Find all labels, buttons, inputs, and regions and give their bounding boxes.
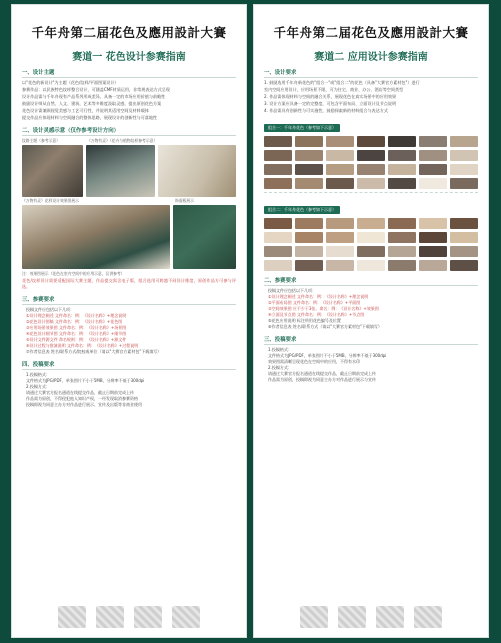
right-section1-line: 4. 作品需具有创新性与可实施性，鼓励探索新的材料组合与表达方式	[264, 108, 388, 113]
combo-two-tag: 组合二：千年舟花色（参考如下示意）	[264, 206, 340, 214]
color-swatch	[419, 136, 447, 147]
color-swatch	[264, 246, 292, 257]
color-swatch	[295, 218, 323, 229]
color-swatch	[264, 260, 292, 271]
color-swatch	[295, 232, 323, 243]
blurred-logo-icon	[58, 606, 86, 628]
blurred-logo-icon	[172, 606, 200, 628]
requirement-item: ⑤花色应用说明 标注所用花色编号及位置	[268, 318, 341, 323]
color-swatch	[450, 218, 478, 229]
submission-item: 文件格式为JPG/PDF，单张图片不小于5MB，分辨率不低于300dpi	[268, 353, 387, 358]
requirement-item: ①设计理念阐述 文件命名：例：《设计名称》+理念说明	[268, 294, 369, 299]
submission-item: 效果图需清晰呈现花色在空间中的应用，不得有水印	[268, 359, 360, 364]
left-section1-line: 以"花色的新设计"为主题（花色/纹样/平面图案设计）	[22, 80, 119, 85]
right-section1-heading: 一、设计要求	[264, 68, 478, 78]
color-swatch	[388, 260, 416, 271]
color-swatch	[295, 164, 323, 175]
requirement-item: ⑥设计过程与推演说明 文件命名：例：《设计名称》+过程说明	[26, 343, 139, 348]
color-swatch	[450, 164, 478, 175]
inspiration-images	[22, 145, 236, 197]
inspiration-caption: 《万物有灵》（花卉与植物纹样参考示意）	[87, 138, 158, 143]
requirement-item: ④立面及节点图 文件命名：例：《设计名称》+节点图	[268, 312, 365, 317]
requirement-item: ②花色设计图稿 文件命名：例：《设计名称》+花色图	[26, 319, 123, 324]
left-section1-line: 参赛作品：以民族特色纹样整合设计，可涵盖CMF材质运用，非常规表达方式呈现	[22, 87, 170, 92]
color-swatch	[357, 150, 385, 161]
color-swatch	[388, 232, 416, 243]
left-section2-heading: 二、设计灵感示意（仅作参考设计方向）	[22, 126, 236, 136]
color-swatch	[388, 150, 416, 161]
color-swatch	[388, 246, 416, 257]
panel-sample-image	[173, 205, 236, 269]
inspiration-caption: 纹路主题（参考示意）	[22, 138, 60, 143]
color-swatch	[264, 178, 292, 189]
right-section2-heading: 二、参赛要求	[264, 276, 478, 286]
color-swatch	[450, 178, 478, 189]
submission-item: 2.投稿方式：	[268, 365, 292, 370]
combo-one-swatches	[264, 136, 478, 189]
submission-item: 请通过大赛官方报名通道在线提交作品，截止日期前完成上传	[268, 371, 376, 376]
blurred-logo-icon	[96, 606, 124, 628]
right-section1-line: 1. 鼓励选用千年舟新花色的"组合一"或"组合二"的花色（具备"大赛官方素材包"）进行	[264, 80, 420, 85]
submission-item: 文件格式为JPG/PDF，单张图片不小于5MB，分辨率不低于300dpi	[26, 378, 145, 383]
submission-item: 请通过大赛官方报名通道在线提交作品，截止日期前完成上传	[26, 390, 134, 395]
submission-item: 1.投稿格式：	[268, 347, 292, 352]
right-section3-heading: 三、投稿要求	[264, 335, 478, 345]
color-swatch	[450, 246, 478, 257]
inspiration-image	[22, 145, 83, 197]
requirement-item: 投稿文件应包括以下几项：	[268, 288, 316, 293]
blurred-logo-icon	[300, 606, 328, 628]
color-swatch	[419, 246, 447, 257]
color-swatch	[388, 136, 416, 147]
color-swatch	[419, 150, 447, 161]
combo-one-tag: 组合一：千年舟花色（参考如下示意）	[264, 124, 340, 132]
color-swatch	[264, 218, 292, 229]
color-swatch	[419, 178, 447, 189]
panel-caption: 饰面板展示	[175, 198, 194, 203]
submission-item: 2.投稿方式：	[26, 384, 50, 389]
color-swatch	[357, 178, 385, 189]
color-swatch	[388, 218, 416, 229]
color-swatch	[450, 232, 478, 243]
color-swatch	[326, 218, 354, 229]
effect-caption-row	[22, 198, 236, 204]
right-footer-logos	[254, 606, 488, 628]
right-section1-line: 2. 作品需体现材料与空间的融合关系，展现花色在真实场景中的应用效果	[264, 94, 397, 99]
requirement-item: 投稿文件应包括以下几项：	[26, 307, 74, 312]
color-swatch	[388, 178, 416, 189]
left-section1-heading: 一、设计主题	[22, 68, 236, 78]
left-section3-heading: 三、参赛要求	[22, 295, 236, 305]
color-swatch	[295, 260, 323, 271]
effect-caption: 《万物有灵》花样设计效果图展示	[22, 198, 79, 203]
right-poster-title: 千年舟第二届花色及應用設計大賽	[273, 25, 469, 40]
divider	[264, 192, 478, 193]
color-swatch	[326, 150, 354, 161]
requirement-item: ④花色设计细节图 文件命名：例：《设计名称》+细节图	[26, 331, 127, 336]
color-swatch	[419, 232, 447, 243]
right-section1-line: 3. 设计方案应具备一定的完整度，可包含平面布局、立面设计及节点说明	[264, 101, 397, 106]
requirement-item: ③应用场景效果图 文件命名：例：《设计名称》+场景图	[26, 325, 127, 330]
submission-item: 投稿即视为同意主办方对作品进行展示、宣传及出版等非商业使用	[26, 402, 142, 407]
requirement-item: ②平面布局图 文件命名：例：《设计名称》+平面图	[268, 300, 361, 305]
color-swatch	[264, 150, 292, 161]
color-swatch	[326, 178, 354, 189]
render-note: 注：效果图展示（花色在室内空间中的应用示意，仅供参考）	[22, 271, 125, 276]
color-swatch	[357, 246, 385, 257]
color-swatch	[450, 136, 478, 147]
color-swatch	[295, 136, 323, 147]
right-section1-line: 室内空间应用设计，应用场景不限，可为住宅、商业、办公、酒店等空间类型	[264, 87, 404, 92]
poster-track-two	[253, 4, 489, 638]
color-swatch	[264, 164, 292, 175]
requirement-item: ⑤设计文件源文件 命名规则：例：《设计名称》+源文件	[26, 337, 127, 342]
color-swatch	[450, 260, 478, 271]
color-swatch	[419, 260, 447, 271]
inspiration-caption-row	[22, 138, 236, 144]
left-section1-line: 提交作品应体现材料与空间融合的整体思路，展现设计的创新性与可落地性	[22, 115, 158, 120]
color-swatch	[419, 164, 447, 175]
blurred-logo-icon	[338, 606, 366, 628]
submission-item: 作品需为原创，投稿即视为同意主办方对作品进行展示与宣传	[268, 377, 376, 382]
right-poster-subtitle: 赛道二 应用设计参赛指南	[314, 52, 428, 63]
requirement-item: ⑥作者信息表 姓名/联系方式（请以"大赛官方素材包"下载填写）	[268, 324, 382, 329]
color-swatch	[419, 218, 447, 229]
inspiration-image	[86, 145, 155, 197]
color-swatch	[295, 246, 323, 257]
requirement-item: ⑦作者信息表 姓名/联系方式/院校或单位（请以"大赛官方素材包"下载填写）	[26, 349, 162, 354]
submission-item: 1.投稿格式：	[26, 372, 50, 377]
requirement-item: ①设计理念阐述 文件命名：例：《设计名称》+理念说明	[26, 313, 127, 318]
requirement-item: ③空间效果图 应不少于3张，命名：例：《设计名称》+效果图	[268, 306, 379, 311]
combo-two-swatches	[264, 218, 478, 271]
highlight-note: 花色/纹样设计需要适配国际大赛主题，作品提交需含电子版，组合选用可跨越不同设计维度，原创作品方可参与评选。	[22, 278, 236, 289]
color-swatch	[295, 150, 323, 161]
color-swatch	[357, 136, 385, 147]
color-swatch	[326, 260, 354, 271]
left-section1-line: 花色设计需兼顾视觉美感与工艺可行性，并说明其适用空间及材料载体	[22, 108, 149, 113]
submission-item: 作品需为原创，不得侵犯他人知识产权，一经发现取消参赛资格	[26, 396, 138, 401]
color-swatch	[326, 232, 354, 243]
color-swatch	[388, 164, 416, 175]
left-section4-heading: 四、投稿要求	[22, 360, 236, 370]
effect-images	[22, 205, 236, 269]
interior-render-image	[22, 205, 170, 269]
blurred-logo-icon	[414, 606, 442, 628]
color-swatch	[326, 164, 354, 175]
color-swatch	[326, 246, 354, 257]
color-swatch	[264, 136, 292, 147]
blurred-logo-icon	[134, 606, 162, 628]
inspiration-image	[158, 145, 236, 197]
color-swatch	[357, 260, 385, 271]
left-poster-subtitle: 赛道一 花色设计参赛指南	[72, 52, 186, 63]
color-swatch	[357, 218, 385, 229]
color-swatch	[357, 232, 385, 243]
left-poster-title: 千年舟第二届花色及應用設計大賽	[31, 25, 227, 40]
poster-track-one	[11, 4, 247, 638]
color-swatch	[326, 136, 354, 147]
left-section1-line: 鼓励设计师从自然、人文、建筑、艺术等多维度汲取灵感，提出原创花色方案	[22, 101, 162, 106]
left-footer-logos	[12, 606, 246, 628]
color-swatch	[450, 150, 478, 161]
color-swatch	[264, 232, 292, 243]
left-section1-line: 设计作品需与千年舟现有产品系列形成差异，具备一定的市场应用价值与前瞻性	[22, 94, 166, 99]
color-swatch	[295, 178, 323, 189]
blurred-logo-icon	[376, 606, 404, 628]
color-swatch	[357, 164, 385, 175]
